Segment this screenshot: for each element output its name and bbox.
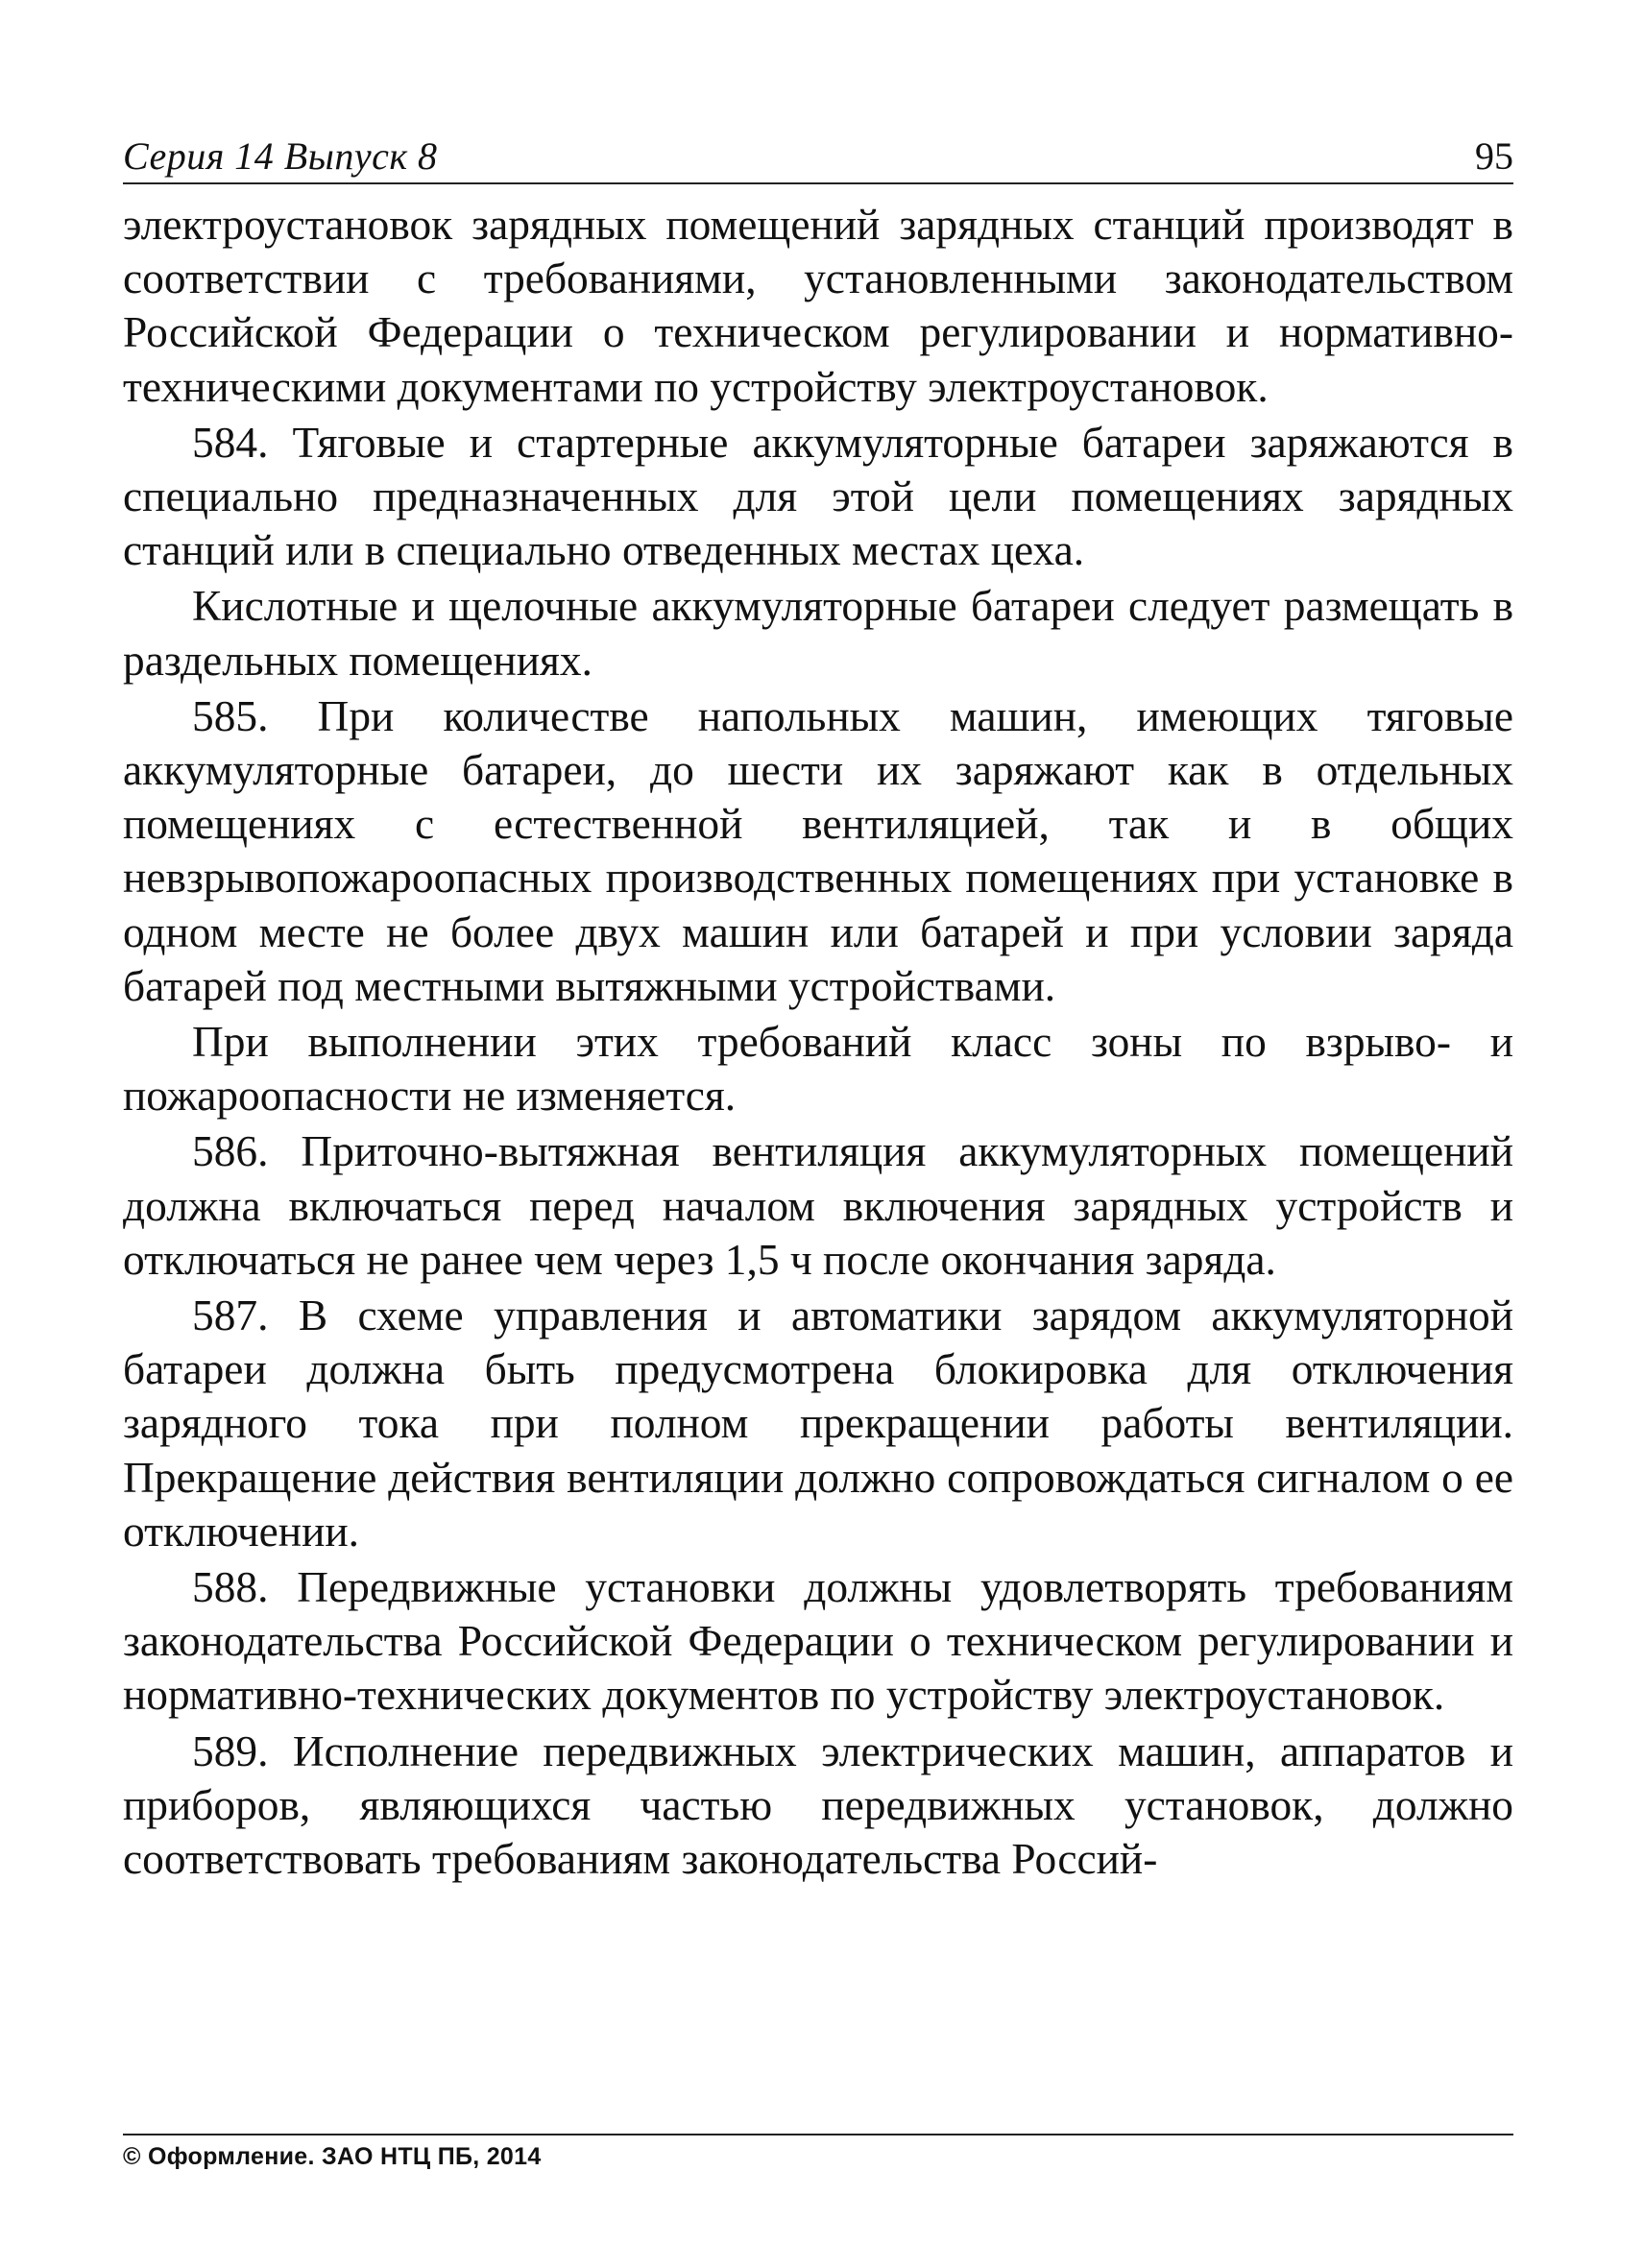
paragraph-584-acid-alkaline: Кислотные и щелочные аккумуляторные батареи следует размещать в раздельных помещениях. <box>123 582 1513 685</box>
paragraph-584: 584. Тяговые и стартерные аккумуляторные батареи заряжаются в специально предназначенных для этой цели помещениях зарядных станций или в специально отведенных местах цеха. <box>123 418 1513 575</box>
paragraph-587: 587. В схеме управления и автоматики зарядом аккумуляторной батареи должна быть предусмотрена блокировка для отключения зарядного тока при полном прекращении работы вентиляции. Прекращение действия вентиляции должно сопровождаться сигналом о ее отключении. <box>123 1291 1513 1556</box>
document-page <box>123 123 1513 1886</box>
paragraph-588: 588. Передвижные установки должны удовлетворять требованиям законодательства Российской Федерации о техническом регулировании и нормативно-технических документов по устройству электроустановок. <box>123 1563 1513 1720</box>
series-title: Серия 14 Выпуск 8 <box>123 134 438 178</box>
paragraph-continuation: электроустановок зарядных помещений зарядных станций производят в соответствии с требованиями, установленными законодательством Российской Федерации о техническом регулировании и нормативно-техническими документами по устройству электроустановок. <box>123 201 1513 411</box>
running-header <box>123 123 1513 184</box>
body-text <box>123 198 1513 1886</box>
page-footer <box>123 2134 1513 2171</box>
paragraph-586: 586. Приточно-вытяжная вентиляция аккумуляторных помещений должна включаться перед началом включения зарядных устройств и отключаться не ранее чем через 1,5 ч после окончания заряда. <box>123 1127 1513 1284</box>
paragraph-585-zone-class: При выполнении этих требований класс зоны по взрыво- и пожароопасности не изменяется. <box>123 1018 1513 1121</box>
paragraph-589: 589. Исполнение передвижных электрических машин, аппаратов и приборов, являющихся частью передвижных установок, должно соответствовать требованиям законодательства Россий- <box>123 1726 1513 1884</box>
copyright-notice: © Оформление. ЗАО НТЦ ПБ, 2014 <box>123 2143 542 2170</box>
paragraph-585: 585. При количестве напольных машин, имеющих тяговые аккумуляторные батареи, до шести их заряжают как в отдельных помещениях с естественной вентиляцией, так и в общих невзрывопожароопасных производственных помещениях при установке в одном месте не более двух машин или батарей и при условии заряда батарей под местными вытяжными устройствами. <box>123 691 1513 1010</box>
page-number: 95 <box>1475 134 1513 178</box>
